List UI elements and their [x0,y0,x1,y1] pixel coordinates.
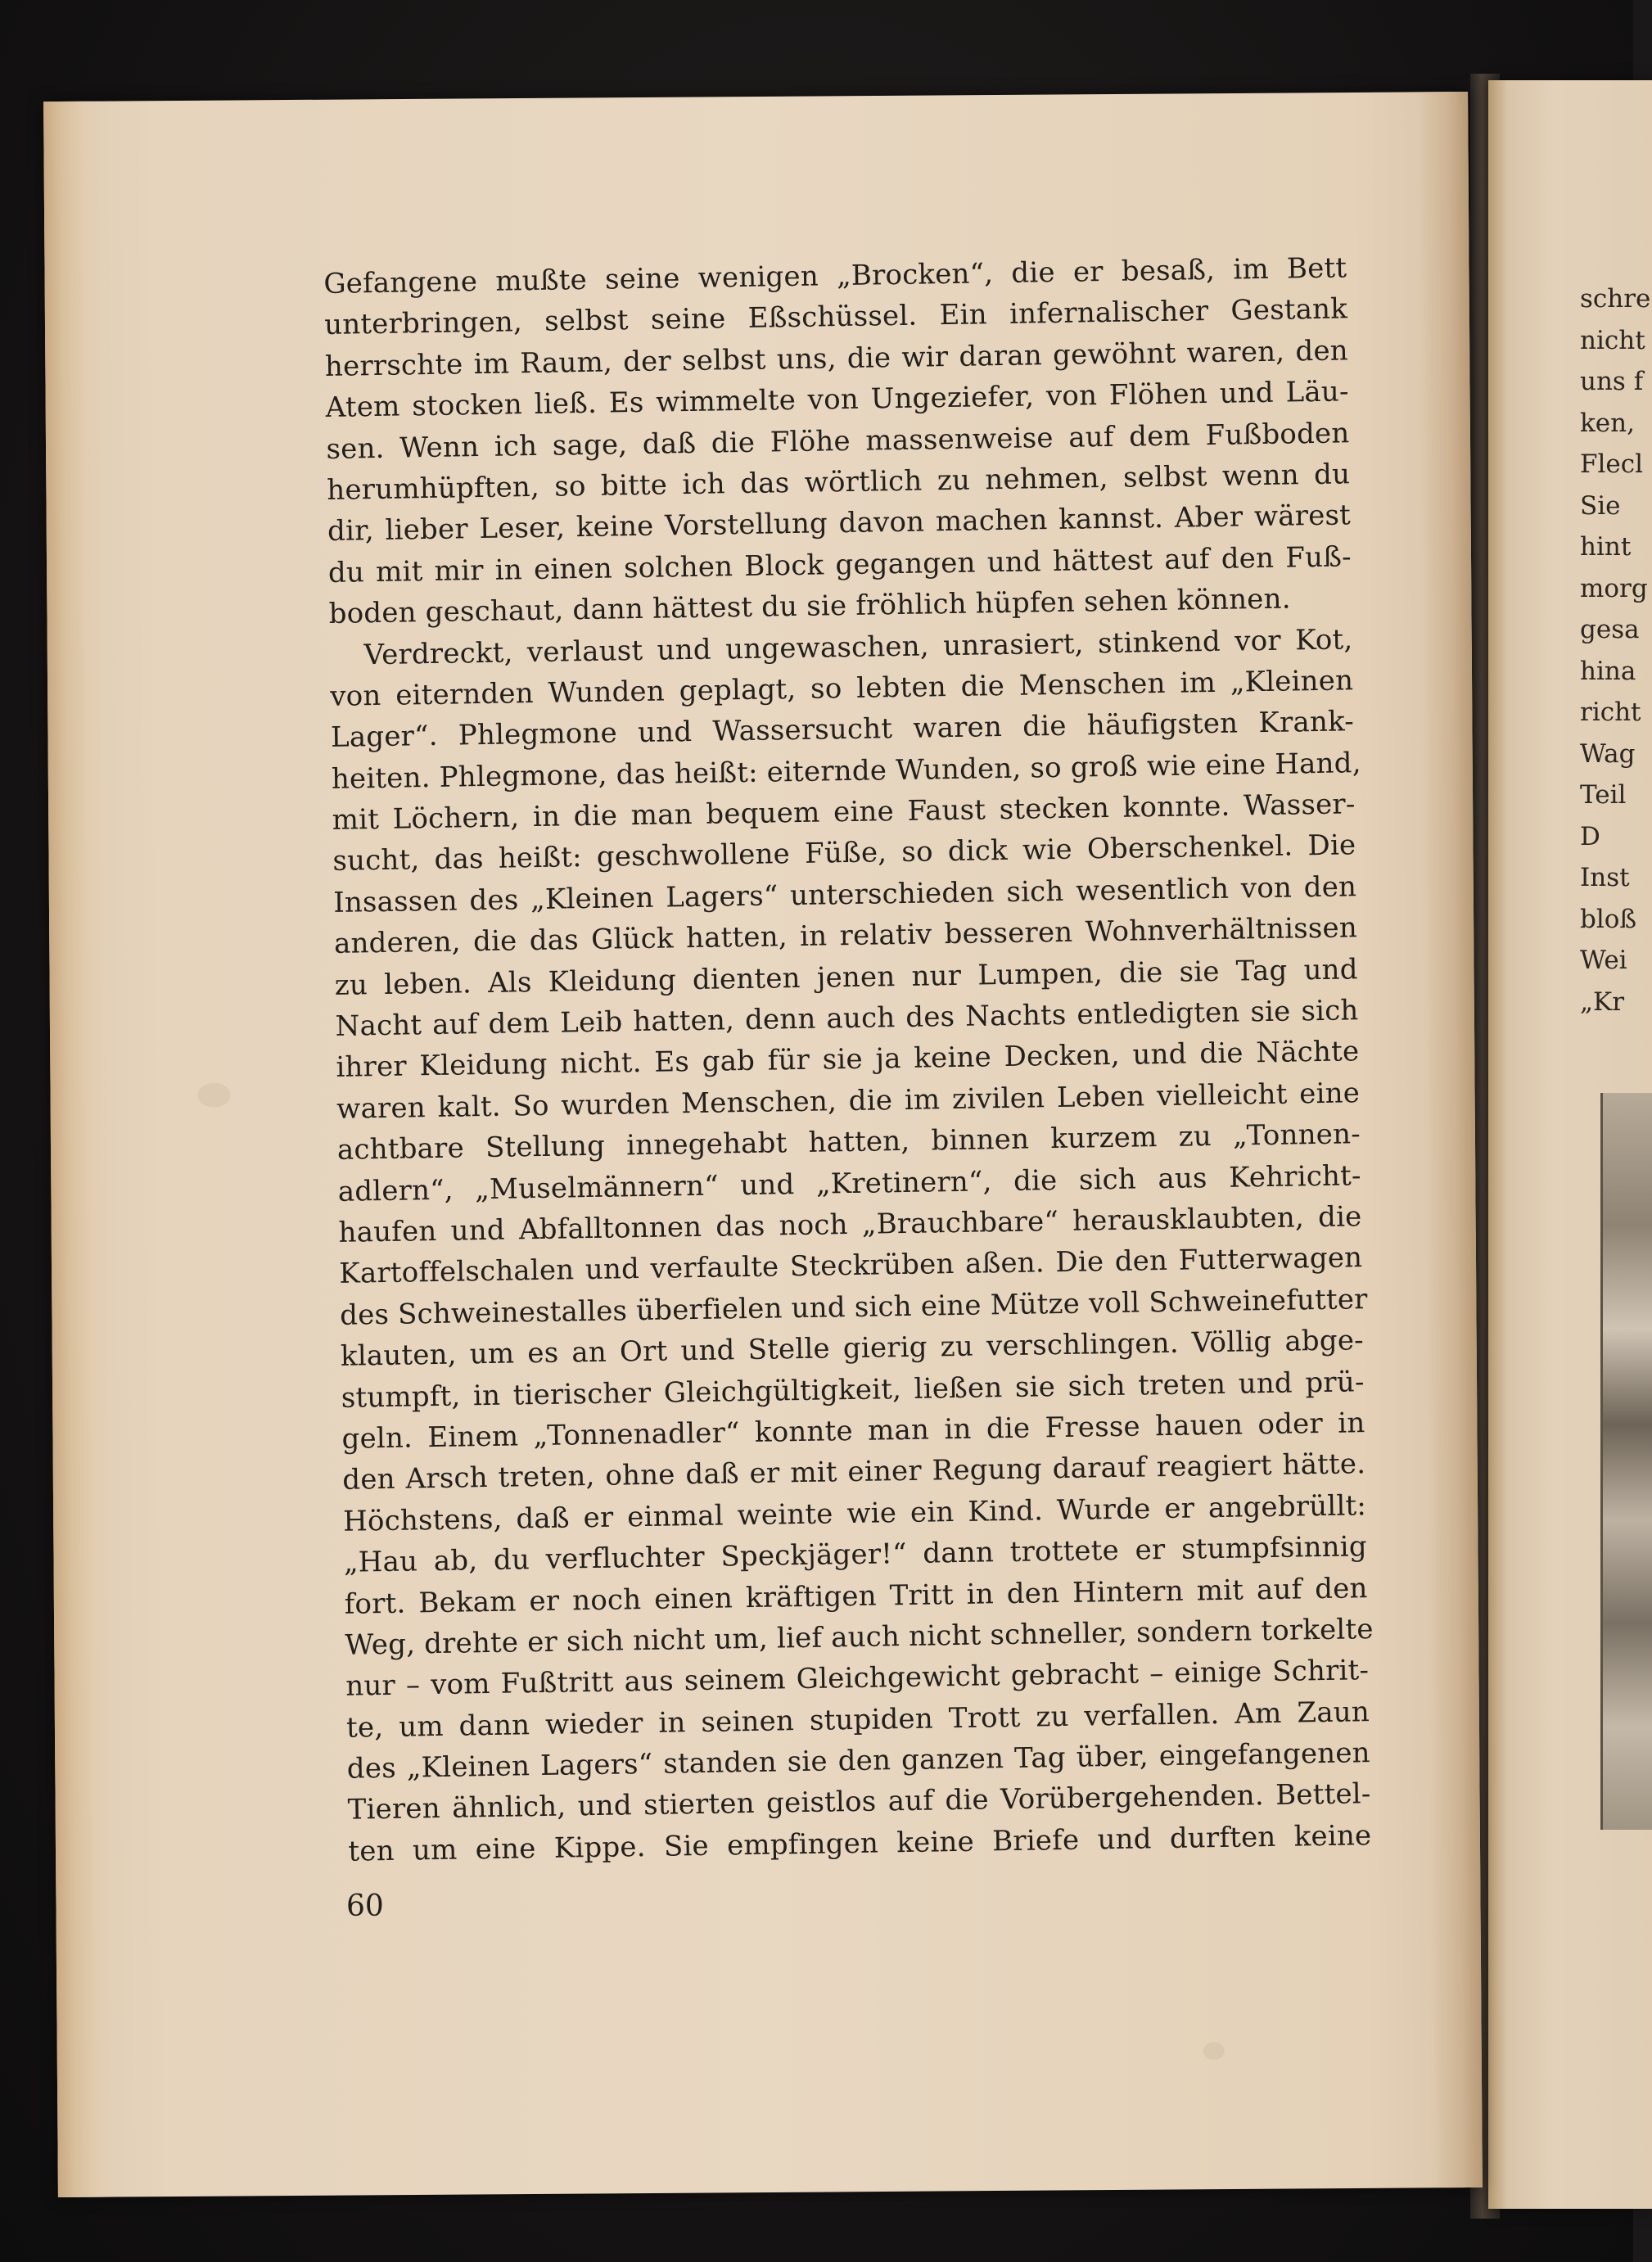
text-line: geln. Einem „Tonnenadler“ konnte man in die Fresse hauen oder in [341,1406,1365,1456]
facing-page-fragment: „Kr [1580,987,1625,1017]
body-text [323,247,1372,1872]
text-line: Tieren ähnlich, und stierten geistlos auf die Vorübergehenden. Bettel- [347,1777,1371,1827]
facing-page-fragment: Teil [1580,780,1627,810]
paper-spot [1203,2042,1225,2060]
text-line: fort. Bekam er noch einen kräftigen Tritt in den Hintern mit auf den [344,1571,1368,1621]
facing-page-fragment: gesa [1580,615,1640,644]
text-line: du mit mir in einen solchen Block gegangen und hättest auf den Fuß- [327,540,1352,589]
facing-page-fragment: Wei [1580,946,1627,975]
text-line: waren kalt. So wurden Menschen, die im zivilen Leben vielleicht eine [336,1077,1361,1126]
facing-page-fragment: schre [1580,284,1651,314]
facing-page-fragment: Wag [1580,738,1636,769]
text-line: herumhüpften, so bitte ich das wörtlich zu nehmen, selbst wenn du [327,458,1351,507]
text-line: unterbringen, selbst seine Eßschüssel. Ein infernalischer Gestank [323,292,1348,342]
paper-spot [197,1083,230,1108]
facing-page-fragment: Flecl [1580,449,1644,479]
text-line: Weg, drehte er sich nicht um, lief auch nicht schneller, sondern torkelte [345,1612,1374,1662]
facing-page-fragment: uns f [1580,367,1644,396]
text-line: Insassen des „Kleinen Lagers“ unterschieden sich wesentlich von den [332,870,1357,919]
text-line: achtbare Stellung innegehabt hatten, binnen kurzem zu „Tonnen- [336,1117,1361,1167]
text-line: herrschte im Raum, der selbst uns, die wir daran gewöhnt waren, den [324,334,1349,383]
text-line: den Arsch treten, ohne daß er mit einer Regung darauf reagiert hätte. [342,1447,1366,1497]
facing-page-fragment: hina [1580,656,1636,686]
text-line: haufen und Abfalltonnen das noch „Brauchbare“ herausklaubten, die [338,1200,1362,1249]
text-line: dir, lieber Leser, keine Vorstellung davon machen kannst. Aber wärest [327,499,1352,549]
text-line: Nacht auf dem Leib hatten, denn auch des Nachts entledigten sie sich [335,994,1359,1043]
text-line: sen. Wenn ich sage, daß die Flöhe massenweise auf dem Fußboden [326,416,1350,466]
text-line: Höchstens, daß er einmal weinte wie ein Kind. Wurde er angebrüllt: [342,1488,1367,1538]
page-number: 60 [346,1890,384,1923]
text-line: mit Löchern, in die man bequem eine Faust stecken konnte. Wasser- [332,788,1356,837]
facing-page-photo [1600,1093,1652,1830]
text-line: Lager“. Phlegmone und Wassersucht waren die häufigsten Krank- [330,705,1355,755]
text-line: stumpft, in tierischer Gleichgültigkeit, ließen sie sich treten und prü- [341,1365,1365,1415]
facing-page-fragment: ken, [1580,408,1635,438]
text-line: boden geschaut, dann hättest du sie fröhlich hüpfen sehen können. [328,582,1291,631]
text-line: „Hau ab, du verfluchter Speckjäger!“ dann trottete er stumpfsinnig [343,1530,1368,1579]
text-line: ihrer Kleidung nicht. Es gab für sie ja keine Decken, und die Nächte [336,1035,1360,1085]
facing-page-fragment: morg [1580,573,1648,603]
facing-page-fragment: bloß [1580,904,1637,934]
text-line: heiten. Phlegmone, das heißt: eiternde Wunden, so groß wie eine Hand, [331,746,1361,796]
facing-page-fragment: nicht [1580,325,1645,355]
text-line: Kartoffelschalen und verfaulte Steckrüben aßen. Die den Futterwagen [339,1241,1363,1291]
text-line: Atem stocken ließ. Es wimmelte von Ungeziefer, von Flöhen und Läu- [325,375,1349,425]
facing-page-text [1580,278,1650,1023]
page-edge [43,102,115,2197]
text-line: des Schweinestalles überfielen und sich eine Mütze voll Schweinefutter [339,1282,1368,1332]
facing-page-fragment: richt [1580,698,1641,727]
facing-page-fragment: hint [1580,532,1632,562]
facing-page-fragment: Inst [1580,863,1630,892]
text-line: adlern“, „Muselmännern“ und „Kretinern“, die sich aus Kehricht- [337,1158,1361,1208]
text-line: ten um eine Kippe. Sie empfingen keine Briefe und durften keine [348,1818,1372,1868]
text-line: des „Kleinen Lagers“ standen sie den ganzen Tag über, eingefangenen [346,1736,1371,1786]
text-line: nur – vom Fußtritt aus seinem Gleichgewicht gebracht – einige Schrit- [345,1654,1370,1704]
text-line: Gefangene mußte seine wenigen „Brocken“, die er besaß, im Bett [323,251,1347,300]
facing-page-fragment: Sie [1580,490,1621,521]
text-line: Verdreckt, verlaust und ungewaschen, unrasiert, stinkend vor Kot, [363,622,1353,671]
text-line: te, um dann wieder in seinen stupiden Trott zu verfallen. Am Zaun [345,1695,1370,1745]
text-line: sucht, das heißt: geschwollene Füße, so dick wie Oberschenkel. Die [332,828,1356,878]
facing-page-fragment: D [1580,821,1600,851]
text-line: klauten, um es an Ort und Stelle gierig zu verschlingen. Völlig abge- [340,1324,1365,1373]
text-line: zu leben. Als Kleidung dienten jenen nur Lumpen, die sie Tag und [334,952,1359,1002]
text-line: von eiternden Wunden geplagt, so lebten die Menschen im „Kleinen [329,664,1354,713]
text-line: anderen, die das Glück hatten, in relativ besseren Wohnverhältnissen [333,911,1358,961]
